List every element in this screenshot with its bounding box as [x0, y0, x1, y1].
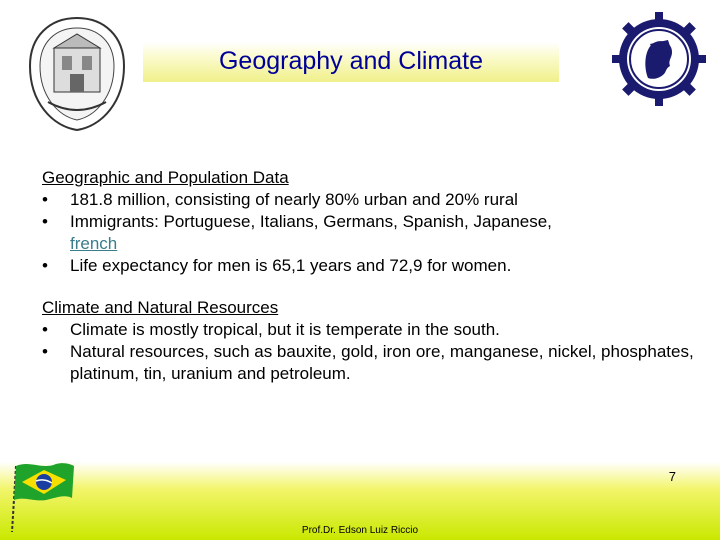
bullet-text [70, 211, 702, 255]
bullet-text: Life expectancy for men is 65,1 years and 72,9 for women. [70, 256, 512, 275]
bullet-item [42, 319, 702, 341]
bullet-dot: • [42, 212, 48, 231]
bullet-item [42, 341, 702, 385]
bullet-dot: • [42, 190, 48, 209]
page-number: 7 [668, 469, 676, 484]
bullet-dot: • [42, 320, 48, 339]
section-heading-climate: Climate and Natural Resources [42, 298, 279, 317]
bullet-dot: • [42, 342, 48, 361]
brazil-flag-icon [8, 454, 78, 534]
university-seal-logo [24, 14, 130, 134]
bullet-item [42, 211, 702, 255]
author-credit: Prof.Dr. Edson Luiz Riccio [301, 525, 419, 536]
bullet-text: Natural resources, such as bauxite, gold, iron ore, manganese, nickel, phosphates, platinum, tin, uranium and petroleum. [70, 342, 694, 383]
bullet-dot: • [42, 256, 48, 275]
bullet-text-main: Immigrants: Portuguese, Italians, Germans, Spanish, Japanese, [70, 212, 552, 231]
bullet-text: Climate is mostly tropical, but it is temperate in the south. [70, 320, 500, 339]
gear-emblem-logo [612, 12, 706, 106]
french-link[interactable]: french [70, 234, 118, 253]
section-heading-geography: Geographic and Population Data [42, 168, 289, 187]
slide-content [42, 167, 702, 385]
slide-title: Geography and Climate [218, 47, 484, 75]
bullet-item [42, 255, 702, 277]
bullet-text: 181.8 million, consisting of nearly 80% urban and 20% rural [70, 190, 518, 209]
bullet-item [42, 189, 702, 211]
